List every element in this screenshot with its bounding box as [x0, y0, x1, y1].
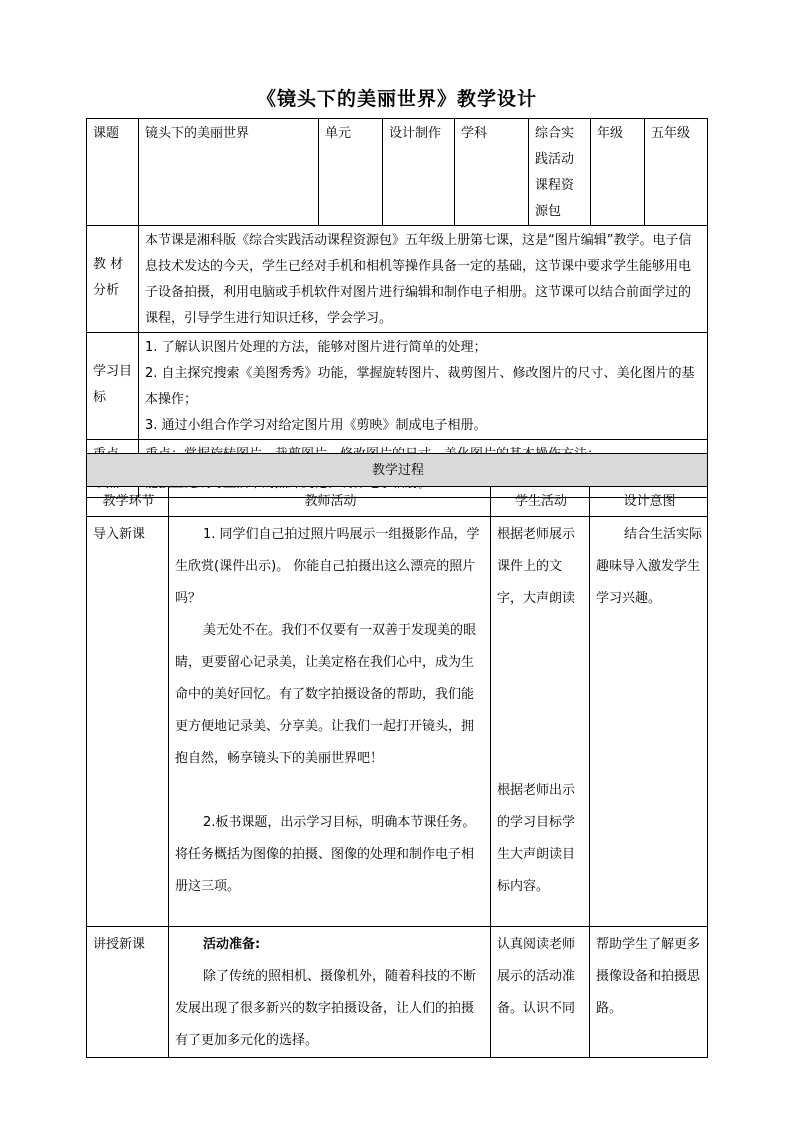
- student-cell: [491, 927, 590, 1058]
- grade-label: 年级: [591, 119, 645, 226]
- subject-value: 镜头下的美丽世界: [139, 119, 319, 226]
- column-header: 学生活动: [491, 487, 590, 517]
- table-row: [87, 119, 708, 226]
- table-row: [87, 333, 708, 440]
- stage-cell: 导入新课: [87, 517, 169, 927]
- analysis-text: 本节课是湘科版《综合实践活动课程资源包》五年级上册第七课，这是“图片编辑”教学。电子信息技术发达的今天，学生已经对手机和相机等操作具备一定的基础，这节课中要求学生能够用电子设备拍摄，利用电脑或手机软件对图片进行编辑和制作电子相册。这节课可以结合前面学过的课程，引导学生进行知识迁移，学会学习。: [139, 226, 708, 333]
- teacher-paragraph: 除了传统的照相机、摄像机外，随着科技的不断发展出现了很多新兴的数字拍摄设备，让人们的拍摄有了更加多元化的选择。: [175, 969, 477, 1048]
- process-table: [86, 453, 708, 1058]
- unit-value: 设计制作: [383, 119, 455, 226]
- intent-cell: 帮助学生了解更多摄像设备和拍摄思路。: [590, 927, 708, 1058]
- student-cell: [491, 517, 590, 927]
- column-header: 设计意图: [590, 487, 708, 517]
- subject-label: 课题: [87, 119, 139, 226]
- teacher-cell: [169, 927, 491, 1058]
- discipline-label: 学科: [455, 119, 529, 226]
- discipline-value: 综合实践活动课程资源包: [529, 119, 591, 226]
- course-info-table: [86, 118, 708, 498]
- teacher-paragraph: 美无处不在。我们不仅要有一双善于发现美的眼睛，更要留心记录美，让美定格在我们心中，成为生命中的美好回忆。有了数字拍摄设备的帮助，我们能更方便地记录美、分享美。让我们一起打开镜头，拥抱自然，畅享镜头下的美丽世界吧！: [175, 623, 477, 766]
- objectives-list: [139, 333, 708, 440]
- column-header: 教学环节: [87, 487, 169, 517]
- column-header: 教师活动: [169, 487, 491, 517]
- objective-item: 2. 自主探究搜索《美图秀秀》功能，掌握旋转图片、裁剪图片、修改图片的尺寸、美化图片的基本操作；: [145, 366, 695, 407]
- table-row: [87, 517, 708, 927]
- intent-cell: 结合生活实际趣味导入激发学生学习兴趣。: [590, 517, 708, 927]
- student-paragraph: 认真阅读老师展示的活动准备。认识不同: [497, 937, 576, 1016]
- table-row: [87, 487, 708, 517]
- objective-item: 1. 了解认识图片处理的方法，能够对图片进行简单的处理；: [145, 340, 487, 355]
- student-paragraph: 根据老师出示的学习目标学生大声朗读目标内容。: [497, 783, 576, 894]
- table-row: [87, 454, 708, 487]
- stage-cell: 讲授新课: [87, 927, 169, 1058]
- objectives-label: 学习目标: [87, 333, 139, 440]
- teacher-paragraph: 活动准备:: [203, 937, 261, 952]
- process-heading: 教学过程: [87, 454, 708, 487]
- objective-item: 3. 通过小组合作学习对给定图片用《剪映》制成电子相册。: [145, 418, 487, 433]
- table-row: [87, 927, 708, 1058]
- document-title: 《镜头下的美丽世界》教学设计: [256, 88, 537, 110]
- grade-value: 五年级: [645, 119, 708, 226]
- teacher-paragraph: 2.板书课题，出示学习目标，明确本节课任务。将任务概括为图像的拍摄、图像的处理和制作电子相册这三项。: [175, 815, 476, 894]
- teacher-cell: [169, 517, 491, 927]
- unit-label: 单元: [319, 119, 383, 226]
- analysis-label: 教 材分析: [87, 226, 139, 333]
- teacher-paragraph: 1. 同学们自己拍过照片吗展示一组摄影作品，学生欣赏(课件出示)。 你能自己拍摄出这么漂亮的照片吗？: [175, 527, 480, 606]
- table-row: [87, 226, 708, 333]
- student-paragraph: 根据老师展示课件上的文字，大声朗读: [497, 527, 576, 606]
